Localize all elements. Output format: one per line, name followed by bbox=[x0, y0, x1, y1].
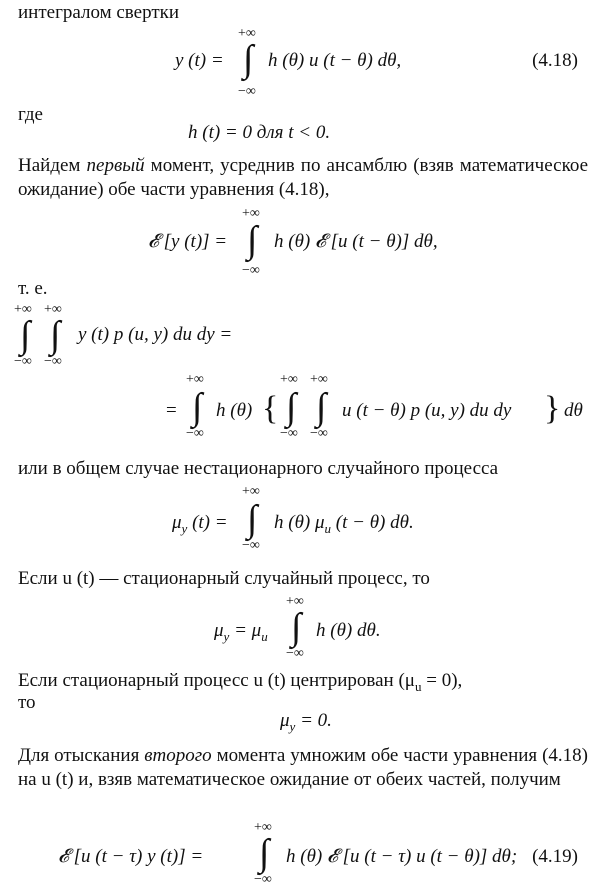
eq-dtheta: dθ bbox=[564, 400, 583, 421]
eq-inner-integrand: u (t − θ) p (u, y) du dy bbox=[342, 400, 512, 421]
text-stationary: Если u (t) — стационарный случайный процесс, то bbox=[18, 568, 430, 589]
int-upper-limit: +∞ bbox=[242, 484, 260, 499]
int-upper-limit: +∞ bbox=[242, 206, 260, 221]
int-upper-limit: +∞ bbox=[254, 820, 272, 835]
integral-sign: ∫ bbox=[192, 386, 203, 428]
int-lower-limit: −∞ bbox=[44, 354, 62, 369]
int-lower-limit: −∞ bbox=[310, 426, 328, 441]
text-centered: Если стационарный процесс u (t) центрирован $(\mu_u = 0)$, bbox=[18, 670, 463, 694]
int-upper-limit: +∞ bbox=[310, 372, 328, 387]
integral-sign: ∫ bbox=[243, 38, 254, 80]
eq-4-18-lhs: y (t) = bbox=[175, 50, 224, 71]
eq-expectation-lhs: 𝓔 [y (t)] = bbox=[148, 231, 228, 252]
text-gde: где bbox=[18, 104, 43, 125]
int-lower-limit: −∞ bbox=[186, 426, 204, 441]
integral-sign: ∫ bbox=[316, 386, 327, 428]
eq-mu-y-lhs: $\mu_y$ (t) = bbox=[172, 512, 228, 536]
int-lower-limit: −∞ bbox=[242, 263, 260, 278]
int-upper-limit: +∞ bbox=[238, 26, 256, 41]
int-lower-limit: −∞ bbox=[14, 354, 32, 369]
integral-sign: ∫ bbox=[50, 314, 61, 356]
text-line-1: интегралом свертки bbox=[18, 2, 180, 23]
int-upper-limit: +∞ bbox=[44, 302, 62, 317]
eq-mu-stationary-body: h (θ) dθ. bbox=[316, 620, 381, 641]
int-upper-limit: +∞ bbox=[14, 302, 32, 317]
eq-h-condition: h (t) = 0 для t < 0. bbox=[188, 122, 331, 143]
paragraph-second-moment: Для отыскания второго момента умножим обе части уравнения (4.18) на u (t) и, взяв математическое ожидание от обеих частей, получим bbox=[18, 745, 588, 790]
integral-sign: ∫ bbox=[247, 498, 258, 540]
text-nonstationary: или в общем случае нестационарного случайного процесса bbox=[18, 458, 499, 479]
eq-number-4-19: (4.19) bbox=[532, 846, 578, 867]
text-te: т. е. bbox=[18, 278, 48, 299]
eq-double-integral-body: y (t) p (u, y) du dy = bbox=[78, 324, 233, 345]
integral-sign: ∫ bbox=[247, 219, 258, 261]
int-upper-limit: +∞ bbox=[286, 594, 304, 609]
int-lower-limit: −∞ bbox=[242, 538, 260, 553]
eq-mu-y-body: h (θ) $\mu_u$ (t − θ) dθ. bbox=[274, 512, 414, 536]
brace-left: { bbox=[262, 390, 279, 427]
text-to: то bbox=[18, 692, 36, 713]
brace-right: } bbox=[544, 390, 561, 427]
int-lower-limit: −∞ bbox=[280, 426, 298, 441]
eq-number-4-18: (4.18) bbox=[532, 50, 578, 71]
eq-mu-zero: $\mu_y = 0$. bbox=[280, 710, 332, 734]
paragraph-first-moment: Найдем первый момент, усреднив по ансамблю (взяв математическое ожидание) обе части уравнения (4.18), bbox=[18, 155, 589, 200]
eq-mu-stationary-lhs: $\mu_y = \mu_u$ bbox=[214, 620, 268, 644]
int-upper-limit: +∞ bbox=[186, 372, 204, 387]
int-upper-limit: +∞ bbox=[280, 372, 298, 387]
eq-h-theta: h (θ) bbox=[216, 400, 253, 421]
eq-equals: = bbox=[166, 400, 177, 421]
eq-4-18-body: h (θ) u (t − θ) dθ, bbox=[268, 50, 402, 71]
integral-sign: ∫ bbox=[286, 386, 297, 428]
integral-sign: ∫ bbox=[291, 606, 302, 648]
eq-expectation-body: h (θ) 𝓔 [u (t − θ)] dθ, bbox=[274, 231, 438, 252]
integral-sign: ∫ bbox=[259, 832, 270, 874]
int-lower-limit: −∞ bbox=[286, 646, 304, 661]
int-lower-limit: −∞ bbox=[238, 84, 256, 99]
integral-sign: ∫ bbox=[20, 314, 31, 356]
int-lower-limit: −∞ bbox=[254, 872, 272, 887]
eq-4-19-body: h (θ) 𝓔 [u (t − τ) u (t − θ)] dθ; bbox=[286, 846, 518, 867]
eq-4-19-lhs: 𝓔 [u (t − τ) y (t)] = bbox=[58, 846, 204, 867]
